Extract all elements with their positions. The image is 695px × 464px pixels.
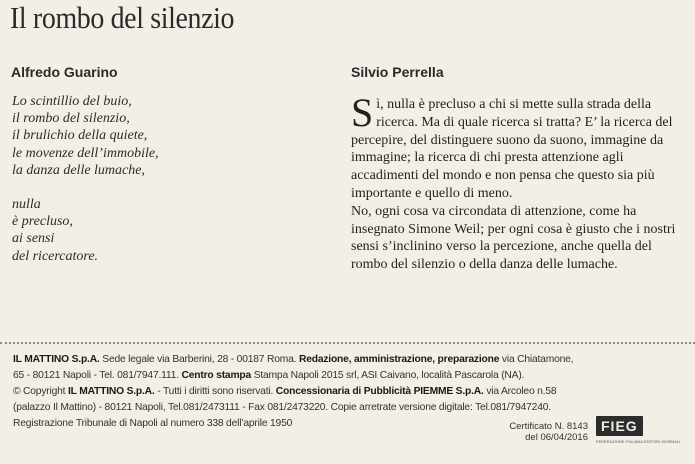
poem-line: del ricercatore. (12, 248, 99, 264)
certificate (508, 421, 588, 443)
colophon-heading: Redazione, amministrazione, preparazione (298, 354, 500, 365)
colophon-line-2 (13, 368, 673, 384)
colophon-heading: Concessionaria di Pubblicità PIEMME S.p.A. (275, 386, 484, 397)
prose-paragraph-2: No, ogni cosa va circondata di attenzione, come ha insegnato Simone Weil; per ogni cosa è giusto che i nostri sensi s’inclinino verso la percezione, anche quella del rombo del silenzio o della danza delle lumache. (351, 203, 676, 273)
certificate-date: del 06/04/2016 (525, 432, 588, 443)
author-left: Alfredo Guarino (11, 64, 118, 80)
poem-line: il rombo del silenzio, (12, 111, 130, 127)
poem (12, 93, 332, 265)
prose-column (351, 90, 686, 274)
fieg-logo (596, 416, 681, 446)
poem-line: il brulichio della quiete, (12, 128, 148, 144)
colophon-segment: via Chiatamone, (499, 354, 574, 365)
certificate-number: Certificato N. 8143 (509, 421, 588, 432)
prose-paragraph-1 (351, 90, 686, 203)
dropcap: S (351, 90, 374, 135)
stanza-break (12, 179, 332, 196)
poem-line: è precluso, (12, 214, 73, 230)
colophon-text (13, 352, 673, 432)
poem-line: nulla (12, 197, 41, 213)
colophon-heading: Centro stampa (181, 370, 252, 381)
author-right: Silvio Perrella (351, 64, 444, 80)
colophon-line-4: (palazzo Il Mattino) - 80121 Napoli, Tel.081/2473111 - Fax 081/2473220. Copie arretrate versione digitale: Tel.081/7947240. (13, 402, 551, 413)
colophon-segment: © Copyright (13, 386, 68, 397)
colophon-segment: 65 - 80121 Napoli - Tel. 081/7947.111. (13, 370, 182, 381)
colophon-segment: via Arcoleo n.58 (483, 386, 557, 397)
colophon-line-3 (13, 384, 673, 400)
paragraph-text: ì, nulla è precluso a chi si mette sulla strada della ricerca. Ma di quale ricerca si tratta? E’ la ricerca del percepire, del distinguere suono da suono, immagine da immagine; la ricerca di chi presta attenzione agli accadimenti del mondo e non pensa che questo sia più importante e quello di meno. (351, 97, 673, 201)
colophon (0, 342, 695, 464)
poem-line: le movenze dell’immobile, (12, 145, 159, 161)
colophon-segment: - Tutti i diritti sono riservati. (154, 386, 276, 397)
colophon-segment: Sede legale via Barberini, 28 - 00187 Roma. (99, 354, 299, 365)
colophon-line-1 (13, 352, 673, 368)
colophon-line-5: Registrazione Tribunale di Napoli al numero 338 dell’aprile 1950 (13, 418, 293, 429)
fieg-logo-mark: FIEG (596, 416, 643, 436)
publisher-name: IL MATTINO S.p.A. (13, 354, 100, 365)
article-title: Il rombo del silenzio (10, 0, 235, 35)
poem-line: ai sensi (12, 231, 55, 247)
poem-line: Lo scintillio del buio, (12, 94, 132, 109)
poem-line: la danza delle lumache, (12, 162, 145, 178)
publisher-name: IL MATTINO S.p.A. (67, 386, 155, 397)
colophon-segment: Stampa Napoli 2015 srl, ASI Caivano, località Pascarola (NA). (251, 370, 525, 381)
fieg-logo-caption: FEDERAZIONE ITALIANA EDITORI GIORNALI (596, 439, 681, 444)
